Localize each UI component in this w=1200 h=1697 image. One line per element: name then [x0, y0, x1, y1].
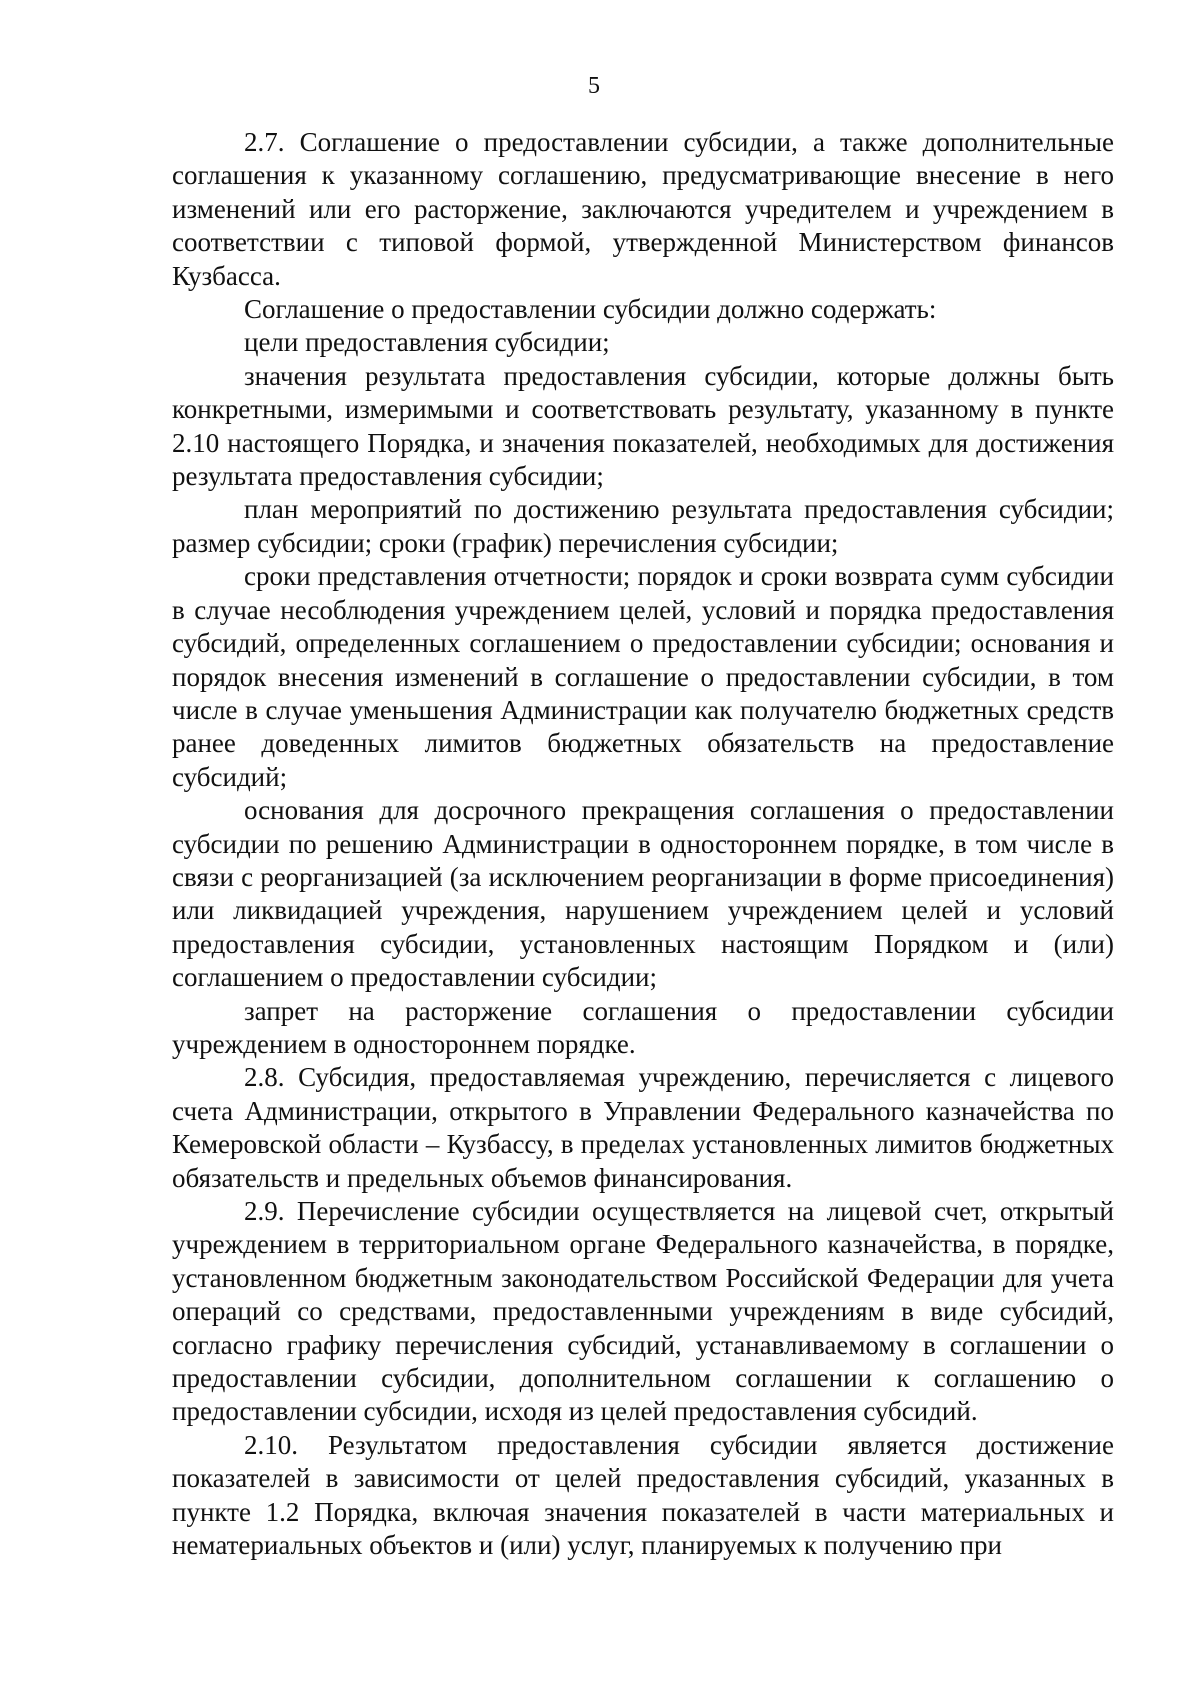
paragraph-agreement-contents: Соглашение о предоставлении субсидии должно содержать: — [244, 294, 937, 325]
paragraph-termination-ban: запрет на расторжение соглашения о предоставлении субсидии учреждением в одностороннем порядке. — [172, 995, 1114, 1059]
paragraph-action-plan: план мероприятий по достижению результата предоставления субсидии; размер субсидии; сроки (график) перечисления субсидии; — [172, 494, 1114, 558]
paragraph-2-8: 2.8. Субсидия, предоставляемая учреждению, перечисляется с лицевого счета Администрации, открытого в Управлении Федерального казначейства по Кемеровской области – Кузбассу, в пределах установленных лимитов бюджетных обязательств и предельных объемов финансирования. — [172, 1062, 1114, 1193]
paragraph-result-values: значения результата предоставления субсидии, которые должны быть конкретными, измеримыми и соответствовать результату, указанному в пункте 2.10 настоящего Порядка, и значения показателей, необходимых для достижения результата предоставления субсидии; — [172, 360, 1114, 492]
paragraph-2-9: 2.9. Перечисление субсидии осуществляется на лицевой счет, открытый учреждением в территориальном органе Федерального казначейства, в порядке, установленном бюджетным законодательством Российской Федерации для учета операций со средствами, предоставленными учреждениям в виде субсидий, согласно графику перечисления субсидий, устанавливаемому в соглашении о предоставлении субсидии, дополнительном соглашении к соглашению о предоставлении субсидии, исходя из целей предоставления субсидий. — [172, 1196, 1114, 1427]
paragraph-2-7: 2.7. Соглашение о предоставлении субсидии, а также дополнительные соглашения к указанному соглашению, предусматривающие внесение в него изменений или его расторжение, заключаются учредителем и учреждением в соответствии с типовой формой, утвержденной Министерством финансов Кузбасса. — [172, 127, 1114, 291]
paragraph-reporting-terms: сроки представления отчетности; порядок и сроки возврата сумм субсидии в случае несоблюдения учреждением целей, условий и порядка предоставления субсидий, определенных соглашением о предоставлении субсидии; основания и порядок внесения изменений в соглашение о предоставлении субсидии, в том числе в случае уменьшения Администрации как получателю бюджетных средств ранее доведенных лимитов бюджетных обязательств на предоставление субсидий; — [172, 561, 1114, 792]
page-number: 5 — [588, 73, 600, 99]
paragraph-early-termination: основания для досрочного прекращения соглашения о предоставлении субсидии по решению Администрации в одностороннем порядке, в том числе в связи с реорганизацией (за исключением реорганизации в форме присоединения) или ликвидацией учреждения, нарушением учреждением целей и условий предоставления субсидии, установленных настоящим Порядком и (или) соглашением о предоставлении субсидии; — [172, 795, 1114, 993]
paragraph-2-10: 2.10. Результатом предоставления субсидии является достижение показателей в зависимости от целей предоставления субсидий, указанных в пункте 1.2 Порядка, включая значения показателей в части материальных и нематериальных объектов и (или) услуг, планируемых к получению при — [172, 1429, 1114, 1561]
paragraph-subsidy-goals: цели предоставления субсидии; — [244, 327, 610, 358]
document-body — [172, 126, 1114, 1562]
